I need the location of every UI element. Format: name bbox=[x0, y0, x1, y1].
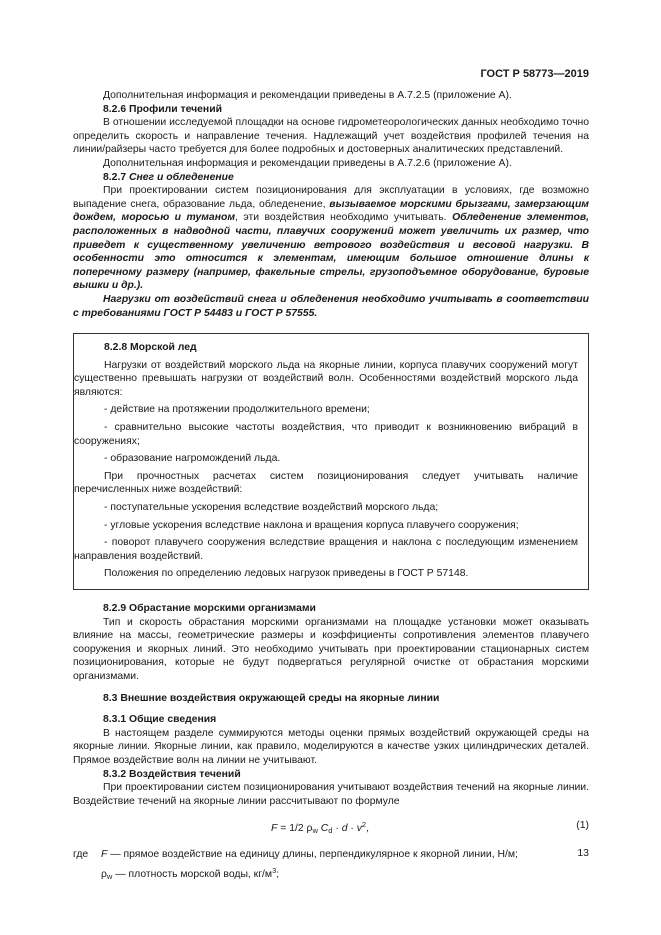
formula-number: (1) bbox=[576, 820, 589, 832]
formula-expression bbox=[271, 820, 369, 835]
superscript: 2 bbox=[361, 820, 367, 830]
where-text: — плотность морской воды, кг/м bbox=[112, 868, 273, 880]
list-item: - поступательные ускорения вследствие воздействий морского льда; bbox=[104, 502, 439, 514]
list-item: - сравнительно высокие частоты воздействия, что приводит к возникновению вибраций в сооружениях; bbox=[74, 422, 578, 447]
section-8-2-7-paragraph-1 bbox=[73, 184, 589, 293]
where-label: где bbox=[73, 849, 89, 861]
where-line-rho bbox=[101, 864, 589, 884]
where-text: — прямое воздействие на единицу длины, перпендикулярное к якорной линии, Н/м; bbox=[107, 849, 518, 861]
section-8-2-7-paragraph-2: Нагрузки от воздействий снега и обледенения необходимо учитывать в соответствии с требованиями ГОСТ Р 54483 и ГОСТ Р 57555. bbox=[73, 293, 589, 319]
formula-text: · bbox=[347, 823, 357, 835]
page-content bbox=[73, 89, 589, 884]
section-8-2-9-paragraph-1: Тип и скорость обрастания морскими организмами на площадке установки может оказывать влияние на массы, геометрические размеры и коэффициенты сопротивления элементов плавучего сооружения и якорных линий. Это необходимо учитывать при проектировании стационарных систем позиционирования, которые не будут подвергаться регулярной очистке от обрастания морскими организмами. bbox=[73, 616, 589, 682]
emphasis-run: Обледенение элементов, расположенных в надводной части, плавучих сооружений может увеличить их размер, что приведет к существенному увеличению ветрового воздействия и весовой нагрузки. В особенности это относится к элементам, имеющим большое отношение длины к поперечному размеру (например, факельные стрелы, грузоподъемное оборудование, буровые вышки и др.). bbox=[73, 212, 589, 292]
list-item: - действие на протяжении продолжительного времени; bbox=[104, 404, 370, 416]
text-run: При проектировании систем позиционирования для эксплуатации в условиях, где возможно выпадение снега, образование льда, обледенение, bbox=[73, 185, 589, 210]
formula-text: = 1/2 bbox=[277, 823, 307, 835]
superscript: 3 bbox=[272, 865, 277, 875]
symbol-f: F bbox=[101, 849, 108, 861]
where-text: ; bbox=[276, 868, 280, 880]
section-8-2-6-paragraph-1: В отношении исследуемой площадки на основе гидрометеорологических данных необходимо точно определить скорость и направление течения. Надлежащий учет воздействия профилей течения на линии/райзеры часто требуется для более подробных и достоверных аналитических представлений. bbox=[73, 117, 589, 156]
section-8-2-6-paragraph-2: Дополнительная информация и рекомендации приведены в А.7.2.6 (приложение А). bbox=[103, 157, 512, 169]
section-8-3-2-heading: 8.3.2 Воздействия течений bbox=[103, 768, 241, 780]
subscript: d bbox=[328, 826, 333, 836]
symbol-f: F bbox=[271, 823, 278, 835]
sea-ice-box bbox=[73, 333, 589, 590]
list-item: - поворот плавучего сооружения вследствие вращения и наклона с последующим изменением направления воздействий. bbox=[74, 537, 578, 562]
text-run: , эти воздействия необходимо учитывать. bbox=[235, 212, 453, 224]
section-8-2-7-number: 8.2.7 bbox=[103, 171, 129, 183]
section-8-3-heading: 8.3 Внешние воздействия окружающей среды на якорные линии bbox=[103, 692, 440, 704]
list-item: - угловые ускорения вследствие наклона и вращения корпуса плавучего сооружения; bbox=[104, 519, 519, 531]
section-8-2-6-heading: 8.2.6 Профили течений bbox=[103, 103, 222, 115]
symbol-rho: ρ bbox=[306, 823, 313, 835]
section-8-2-7-title: Снег и обледенение bbox=[129, 171, 234, 183]
standard-header: ГОСТ Р 58773—2019 bbox=[480, 68, 589, 80]
formula-text: , bbox=[366, 823, 369, 835]
section-8-3-1-heading: 8.3.1 Общие сведения bbox=[103, 714, 217, 726]
section-8-2-7-heading bbox=[73, 171, 589, 185]
section-8-3-1-paragraph-1: В настоящем разделе суммируются методы оценки прямых воздействий окружающей среды на якорные линии. Якорные линии, как правило, моделируются в качестве узких цилиндрических деталей. Прямое воздействие волн на линии не учитывают. bbox=[73, 727, 589, 766]
symbol-c: C bbox=[320, 823, 329, 835]
intro-paragraph: Дополнительная информация и рекомендации приведены в А.7.2.5 (приложение А). bbox=[103, 90, 512, 101]
section-8-2-8-heading: 8.2.8 Морской лед bbox=[104, 342, 197, 354]
symbol-v: v bbox=[356, 823, 362, 835]
section-8-2-8-paragraph-3: Положения по определению ледовых нагрузок приведены в ГОСТ Р 57148. bbox=[104, 568, 469, 580]
where-line-f bbox=[73, 848, 589, 862]
section-8-2-8-paragraph-1: Нагрузки от воздействий морского льда на якорные линии, корпуса плавучих сооружений могут существенно превышать нагрузки от воздействий волн. Особенностями воздействий морского льда являются: bbox=[74, 359, 578, 398]
list-item: - образование нагромождений льда. bbox=[104, 453, 281, 465]
section-8-2-8-paragraph-2: При прочностных расчетах систем позиционирования следует учитывать наличие перечисленных ниже воздействий: bbox=[74, 470, 578, 496]
subscript: w bbox=[106, 871, 113, 881]
section-8-2-9-heading: 8.2.9 Обрастание морскими организмами bbox=[103, 603, 316, 614]
subscript: w bbox=[312, 826, 318, 836]
page-number: 13 bbox=[577, 847, 589, 859]
symbol-d: d bbox=[341, 823, 348, 835]
formula-text: · bbox=[332, 823, 342, 835]
symbol-rho: ρ bbox=[101, 868, 107, 880]
section-8-3-2-paragraph-1: При проектировании систем позиционирования учитывают воздействия течений на якорные линии. Воздействие течений на якорные линии рассчитывают по формуле bbox=[73, 782, 589, 807]
formula-1 bbox=[73, 818, 589, 840]
emphasis-run: вызываемое морскими брызгами, замерзающим дождем, моросью и туманом bbox=[73, 198, 589, 224]
